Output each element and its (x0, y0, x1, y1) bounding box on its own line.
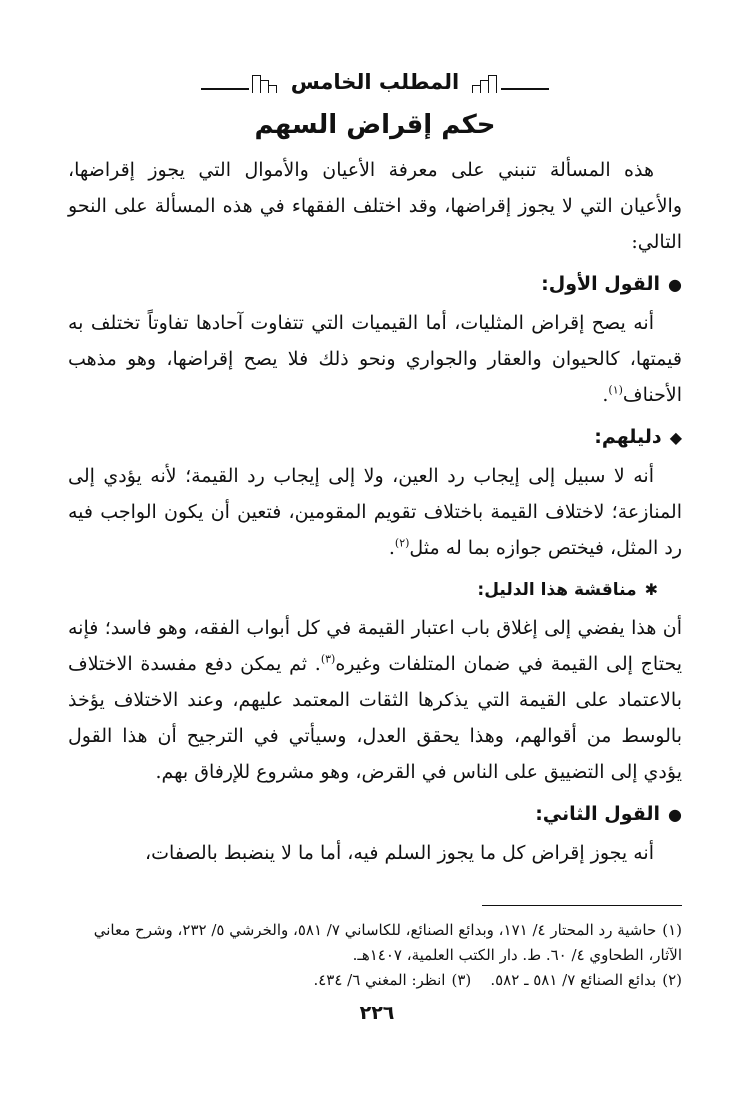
stairs-ornament-icon (253, 71, 277, 93)
header-rule-right (501, 88, 549, 90)
page-number: ٢٢٦ (359, 1002, 395, 1024)
filled-circle-bullet-icon: ● (668, 275, 682, 294)
footnote-ref-1: (١) (608, 383, 623, 397)
evidence-heading: ◆دليلهم: (68, 417, 682, 458)
footnote-1: (١)حاشية رد المحتار ٤/ ١٧١، وبدائع الصنائع، للكاساني ٧/ ٥٨١، والخرشي ٥/ ٢٣٢، وشرح معاني الآثار، الطحاوي ٤/ ٦٠. ط. دار الكتب العلمية، ١٤٠٧هـ. (93, 921, 682, 964)
second-opinion-paragraph: أنه يجوز إقراض كل ما يجوز السلم فيه، أما ما لا ينضبط بالصفات، (145, 842, 654, 864)
footnote-2-3: (٢)بدائع الصنائع ٧/ ٥٨١ ـ ٥٨٢. (٣)انظر: المغني ٦/ ٤٣٤. (313, 971, 682, 989)
header-rule-left (201, 88, 249, 90)
discussion-heading: ✱مناقشة هذا الدليل: (68, 570, 682, 610)
footnote-divider (482, 905, 682, 906)
first-opinion-paragraph: أنه يصح إقراض المثليات، أما القيميات التي تتفاوت آحادها تفاوتاً تختلف به قيمتها، كالحيوان والعقار والجواري ونحو ذلك فلا يصح إقراضها، وهو مذهب الأحناف$^{(١)}$. (68, 312, 682, 406)
book-page (68, 62, 682, 993)
first-opinion-heading: ●القول الأول: (68, 264, 682, 305)
discussion-paragraph: أن هذا يفضي إلى إغلاق باب اعتبار القيمة في كل أبواب الفقه، وهو فاسد؛ فإنه يحتاج إلى القيمة في ضمان المتلفات وغيره$^{(٣)}$. ثم يمكن دفع مفسدة الاختلاف بالاعتماد على القيمة التي يذكرها الثقات المعتمد عليهم، وعند الاختلاف يؤخذ بالوسط من أقوالهم، وهذا يحقق العدل، وسيأتي في الترجيح أن هذا القول يؤدي إلى التضييق على الناس في القرض، وهو مشروع للإرفاق بهم. (68, 617, 682, 783)
diamond-bullet-icon: ◆ (669, 428, 682, 447)
asterisk-bullet-icon: ✱ (644, 580, 658, 599)
footnote-ref-2: (٢) (394, 536, 410, 550)
section-label: المطلب الخامس (290, 70, 460, 94)
intro-paragraph: هذه المسألة تنبني على معرفة الأعيان والأموال التي يجوز إقراضها، والأعيان التي لا يجوز إقراضها، وقد اختلف الفقهاء في هذه المسألة على النحو التالي: (68, 159, 682, 253)
page-title: حكم إقراض السهم (254, 110, 496, 140)
evidence-paragraph: أنه لا سبيل إلى إيجاب رد العين، ولا إلى إيجاب رد القيمة؛ لأنه يؤدي إلى المنازعة؛ لاختلاف القيمة باختلاف تقويم المقومين، فتعين أن يكون الواجب فيه رد المثل، فيختص جوازه بما له مثل$^{(٢)}$. (68, 465, 682, 559)
footnote-ref-3: (٣) (320, 652, 336, 666)
stairs-ornament-icon (473, 71, 497, 93)
filled-circle-bullet-icon: ● (668, 805, 682, 824)
section-header (68, 62, 682, 102)
second-opinion-heading: ●القول الثاني: (68, 794, 682, 835)
